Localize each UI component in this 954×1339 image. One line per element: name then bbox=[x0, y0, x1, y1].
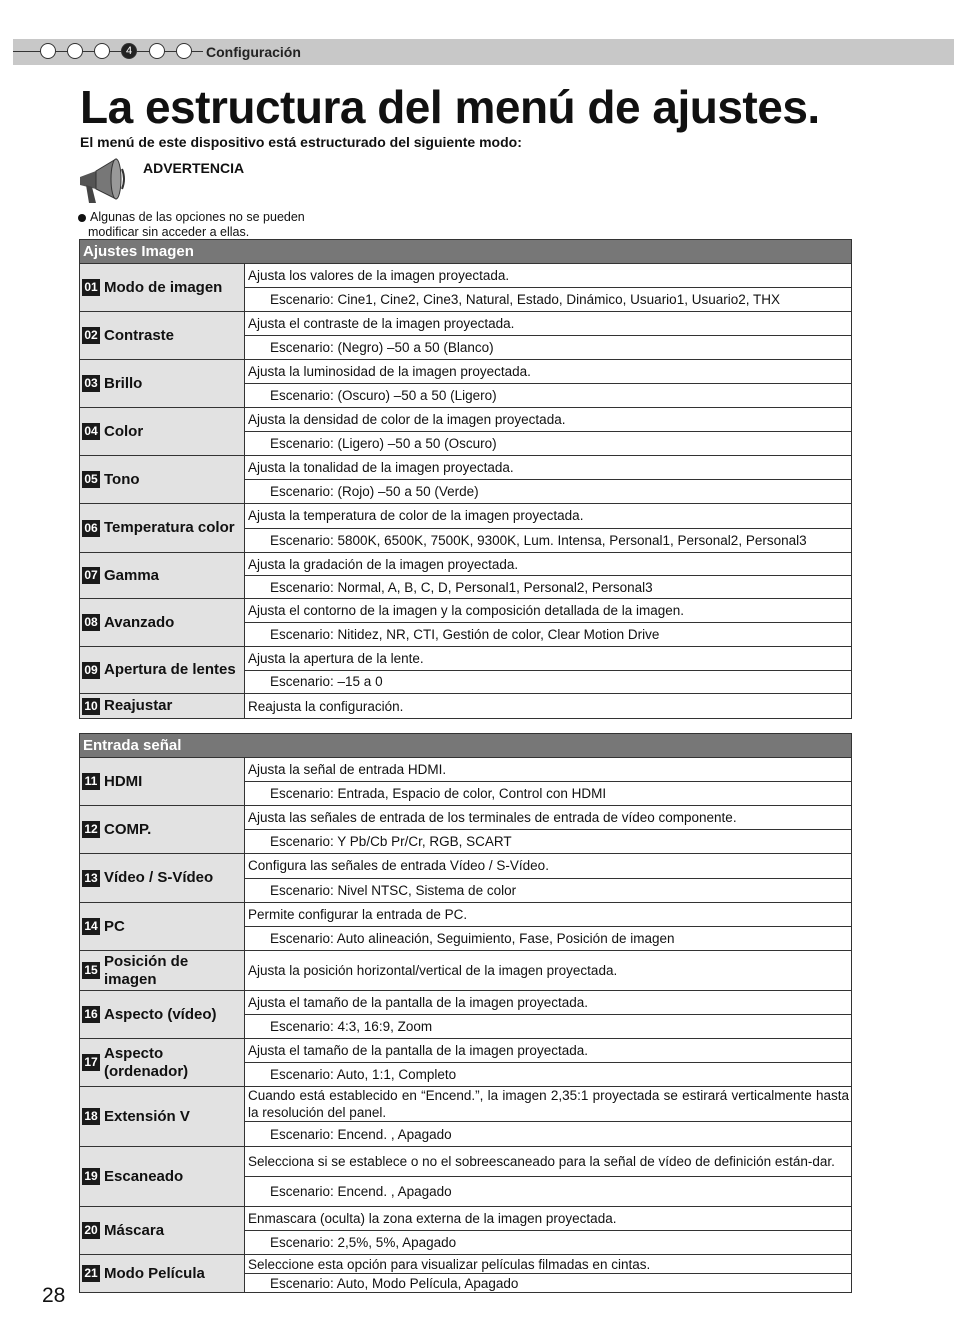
setting-number-badge: 11 bbox=[82, 773, 100, 790]
setting-description: Configura las señales de entrada Vídeo / S-Vídeo. bbox=[248, 858, 549, 874]
setting-name: Color bbox=[104, 422, 144, 440]
setting-description: Ajusta el tamaño de la pantalla de la imagen proyectada. bbox=[248, 1043, 588, 1058]
setting-name: Brillo bbox=[104, 374, 143, 392]
setting-name-cell bbox=[80, 1039, 245, 1086]
setting-name-cell bbox=[80, 854, 245, 902]
setting-name: Avanzado bbox=[104, 613, 175, 631]
setting-name: Extensión V bbox=[104, 1107, 190, 1125]
setting-name: Reajustar bbox=[104, 697, 173, 714]
step-circle-5 bbox=[149, 43, 165, 59]
setting-description: Ajusta el contorno de la imagen y la composición detallada de la imagen. bbox=[248, 603, 685, 618]
setting-description: Cuando está establecido en “Encend.”, la imagen 2,35:1 proyectada se estirará verticalmente hasta la resolución del panel. bbox=[248, 1088, 849, 1120]
setting-name-cell bbox=[80, 599, 245, 646]
setting-name-cell bbox=[80, 694, 245, 718]
setting-name-cell bbox=[80, 1255, 245, 1292]
setting-number-badge: 14 bbox=[82, 918, 100, 935]
setting-description: Seleccione esta opción para visualizar películas filmadas en cintas. bbox=[248, 1256, 651, 1272]
setting-name-cell bbox=[80, 991, 245, 1038]
setting-scenario: Escenario: (Rojo) –50 a 50 (Verde) bbox=[245, 479, 851, 503]
setting-name: Apertura de lentes bbox=[104, 661, 236, 678]
setting-number-badge: 02 bbox=[82, 327, 100, 344]
setting-description-cell bbox=[245, 647, 851, 693]
setting-name-cell bbox=[80, 456, 245, 503]
table-row bbox=[80, 599, 851, 647]
setting-scenario: Escenario: (Ligero) –50 a 50 (Oscuro) bbox=[245, 431, 851, 455]
setting-name-cell bbox=[80, 360, 245, 407]
setting-scenario: Escenario: Nivel NTSC, Sistema de color bbox=[245, 878, 851, 903]
setting-name: Vídeo / S-Vídeo bbox=[104, 869, 214, 886]
table-row bbox=[80, 903, 851, 951]
warning-title: ADVERTENCIA bbox=[143, 160, 245, 176]
setting-description-cell bbox=[245, 903, 851, 950]
setting-number-badge: 09 bbox=[82, 662, 100, 679]
setting-scenario: Escenario: Encend. , Apagado bbox=[245, 1121, 851, 1146]
setting-scenario: Escenario: 5800K, 6500K, 7500K, 9300K, Lum. Intensa, Personal1, Personal2, Personal3 bbox=[245, 528, 851, 553]
setting-description: Ajusta las señales de entrada de los terminales de entrada de vídeo componente. bbox=[248, 810, 737, 825]
table-header: Ajustes Imagen bbox=[80, 240, 851, 264]
setting-description: Ajusta el contraste de la imagen proyectada. bbox=[248, 316, 515, 331]
setting-name: Contraste bbox=[104, 326, 175, 344]
setting-description-cell bbox=[245, 553, 851, 598]
setting-description: Ajusta la luminosidad de la imagen proyectada. bbox=[248, 364, 531, 379]
setting-description-cell bbox=[245, 694, 851, 718]
setting-number-badge: 17 bbox=[82, 1054, 100, 1071]
setting-description-cell bbox=[245, 1255, 851, 1292]
table-row bbox=[80, 647, 851, 694]
setting-scenario: Escenario: Nitidez, NR, CTI, Gestión de color, Clear Motion Drive bbox=[245, 622, 851, 646]
setting-name: Aspecto (vídeo) bbox=[104, 1005, 217, 1023]
step-circle-3 bbox=[94, 43, 110, 59]
setting-name: PC bbox=[104, 917, 125, 935]
setting-description: Ajusta la apertura de la lente. bbox=[248, 650, 424, 666]
setting-name: Modo de imagen bbox=[104, 278, 223, 296]
setting-number-badge: 06 bbox=[82, 520, 100, 537]
setting-name-cell bbox=[80, 264, 245, 311]
table-row bbox=[80, 951, 851, 991]
page-title: La estructura del menú de ajustes. bbox=[80, 81, 820, 133]
chapter-bar bbox=[13, 39, 954, 65]
setting-number-badge: 10 bbox=[82, 698, 100, 715]
setting-scenario: Escenario: Auto, 1:1, Completo bbox=[245, 1062, 851, 1086]
bullet-dot-icon bbox=[78, 214, 86, 222]
table-row bbox=[80, 991, 851, 1039]
setting-scenario: Escenario: –15 a 0 bbox=[245, 670, 851, 694]
setting-description-cell bbox=[245, 456, 851, 503]
setting-description: Ajusta la densidad de color de la imagen proyectada. bbox=[248, 412, 566, 427]
table-row bbox=[80, 806, 851, 854]
table-row bbox=[80, 1207, 851, 1255]
setting-number-badge: 18 bbox=[82, 1108, 100, 1125]
table-row bbox=[80, 1255, 851, 1292]
table-row bbox=[80, 408, 851, 456]
setting-description: Ajusta la señal de entrada HDMI. bbox=[248, 762, 447, 777]
setting-scenario: Escenario: Auto alineación, Seguimiento, Fase, Posición de imagen bbox=[245, 926, 851, 950]
megaphone-icon bbox=[76, 155, 128, 205]
table-entrada-senal bbox=[79, 733, 852, 1293]
setting-description: Ajusta la gradación de la imagen proyectada. bbox=[248, 556, 519, 572]
warning-note-line2: modificar sin acceder a ellas. bbox=[88, 225, 250, 239]
setting-description-cell bbox=[245, 599, 851, 646]
setting-name-cell bbox=[80, 951, 245, 990]
intro-text: El menú de este dispositivo está estructurado del siguiente modo: bbox=[80, 134, 522, 150]
setting-name: HDMI bbox=[104, 772, 143, 790]
setting-number-badge: 07 bbox=[82, 567, 100, 584]
setting-description: Ajusta la temperatura de color de la imagen proyectada. bbox=[248, 508, 584, 524]
setting-description-cell bbox=[245, 1207, 851, 1254]
setting-name-cell bbox=[80, 553, 245, 598]
section-title: Configuración bbox=[206, 44, 301, 60]
setting-description-cell bbox=[245, 758, 851, 805]
step-circle-1 bbox=[40, 43, 56, 59]
setting-description: Ajusta la tonalidad de la imagen proyectada. bbox=[248, 460, 514, 475]
table-row bbox=[80, 758, 851, 806]
setting-scenario: Escenario: (Negro) –50 a 50 (Blanco) bbox=[245, 335, 851, 359]
table-header: Entrada señal bbox=[80, 734, 851, 758]
setting-description-cell bbox=[245, 408, 851, 455]
setting-scenario: Escenario: Cine1, Cine2, Cine3, Natural, Estado, Dinámico, Usuario1, Usuario2, THX bbox=[245, 287, 851, 311]
setting-description: Selecciona si se establece o no el sobreescaneado para la señal de vídeo de definición están-dar. bbox=[248, 1154, 835, 1169]
setting-description: Reajusta la configuración. bbox=[248, 698, 404, 714]
setting-name-cell bbox=[80, 806, 245, 853]
table-row bbox=[80, 694, 851, 718]
step-circle-4-active: 4 bbox=[121, 43, 137, 59]
setting-name: Modo Película bbox=[104, 1264, 205, 1282]
table-row bbox=[80, 312, 851, 360]
setting-name-cell bbox=[80, 647, 245, 693]
setting-name: Posición de imagen bbox=[104, 952, 189, 988]
setting-number-badge: 20 bbox=[82, 1222, 100, 1239]
setting-number-badge: 03 bbox=[82, 375, 100, 392]
table-row bbox=[80, 360, 851, 408]
setting-description-cell bbox=[245, 951, 851, 990]
warning-note-line1: Algunas de las opciones no se pueden bbox=[90, 210, 305, 224]
setting-number-badge: 21 bbox=[82, 1265, 100, 1282]
setting-name-cell bbox=[80, 758, 245, 805]
page-number: 28 bbox=[42, 1284, 66, 1307]
setting-scenario: Escenario: Y Pb/Cb Pr/Cr, RGB, SCART bbox=[245, 829, 851, 853]
setting-description: Ajusta la posición horizontal/vertical de la imagen proyectada. bbox=[248, 963, 618, 978]
setting-description: Enmascara (oculta) la zona externa de la imagen proyectada. bbox=[248, 1211, 617, 1226]
setting-number-badge: 05 bbox=[82, 471, 100, 488]
setting-description-cell bbox=[245, 1039, 851, 1086]
setting-name-cell bbox=[80, 1147, 245, 1206]
table-row bbox=[80, 553, 851, 599]
setting-name-cell bbox=[80, 1207, 245, 1254]
setting-description: Ajusta los valores de la imagen proyectada. bbox=[248, 268, 510, 283]
table-ajustes-imagen bbox=[79, 239, 852, 719]
setting-name-cell bbox=[80, 312, 245, 359]
setting-name: COMP. bbox=[104, 820, 152, 838]
setting-description-cell bbox=[245, 504, 851, 552]
setting-description-cell bbox=[245, 360, 851, 407]
table-row bbox=[80, 854, 851, 903]
setting-description: Ajusta el tamaño de la pantalla de la imagen proyectada. bbox=[248, 995, 588, 1010]
warning-note bbox=[78, 210, 348, 240]
setting-name-cell bbox=[80, 1087, 245, 1146]
setting-name: Máscara bbox=[104, 1221, 165, 1239]
setting-number-badge: 16 bbox=[82, 1006, 100, 1023]
setting-name: Escaneado bbox=[104, 1167, 184, 1185]
step-circle-2 bbox=[67, 43, 83, 59]
setting-scenario: Escenario: (Oscuro) –50 a 50 (Ligero) bbox=[245, 383, 851, 407]
table-row bbox=[80, 1087, 851, 1147]
setting-number-badge: 08 bbox=[82, 614, 100, 631]
setting-description-cell bbox=[245, 312, 851, 359]
setting-scenario: Escenario: Entrada, Espacio de color, Control con HDMI bbox=[245, 781, 851, 805]
setting-number-badge: 19 bbox=[82, 1168, 100, 1185]
setting-name: Temperatura color bbox=[104, 519, 235, 536]
table-row bbox=[80, 456, 851, 504]
setting-name: Gamma bbox=[104, 566, 160, 584]
setting-description-cell bbox=[245, 264, 851, 311]
setting-number-badge: 04 bbox=[82, 423, 100, 440]
table-row bbox=[80, 1147, 851, 1207]
step-circle-6 bbox=[176, 43, 192, 59]
setting-scenario: Escenario: Encend. , Apagado bbox=[245, 1176, 851, 1206]
setting-scenario: Escenario: Normal, A, B, C, D, Personal1, Personal2, Personal3 bbox=[245, 575, 851, 598]
setting-description-cell bbox=[245, 854, 851, 902]
setting-name-cell bbox=[80, 903, 245, 950]
setting-name-cell bbox=[80, 504, 245, 552]
setting-scenario: Escenario: 2,5%, 5%, Apagado bbox=[245, 1230, 851, 1254]
setting-name: Aspecto (ordenador) bbox=[104, 1044, 189, 1080]
table-row bbox=[80, 264, 851, 312]
table-row bbox=[80, 1039, 851, 1087]
setting-name-cell bbox=[80, 408, 245, 455]
table-row bbox=[80, 504, 851, 553]
setting-description-cell bbox=[245, 806, 851, 853]
setting-description-cell bbox=[245, 991, 851, 1038]
setting-number-badge: 01 bbox=[82, 279, 100, 296]
setting-number-badge: 15 bbox=[82, 962, 100, 979]
setting-scenario: Escenario: 4:3, 16:9, Zoom bbox=[245, 1014, 851, 1038]
setting-name: Tono bbox=[104, 470, 140, 488]
setting-number-badge: 13 bbox=[82, 870, 100, 887]
setting-description-cell bbox=[245, 1147, 851, 1206]
setting-scenario: Escenario: Auto, Modo Película, Apagado bbox=[245, 1273, 851, 1292]
setting-description-cell bbox=[245, 1087, 851, 1146]
setting-number-badge: 12 bbox=[82, 821, 100, 838]
setting-description: Permite configurar la entrada de PC. bbox=[248, 907, 468, 922]
